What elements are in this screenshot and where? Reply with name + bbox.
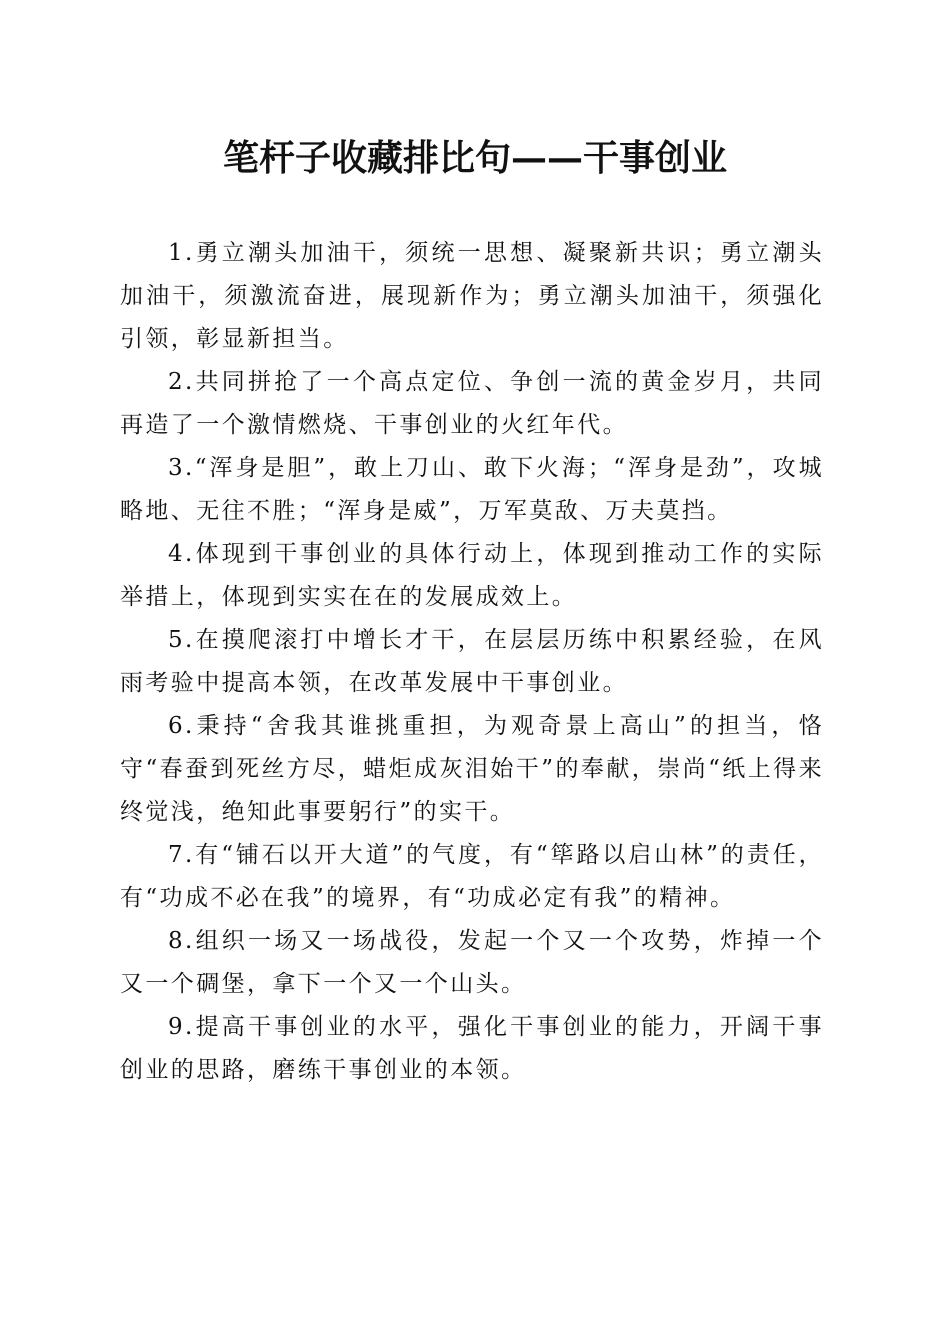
paragraph-4: 4.体现到干事创业的具体行动上，体现到推动工作的实际举措上，体现到实实在在的发展成效上。 [120, 541, 824, 610]
paragraph-2: 2.共同拼抢了一个高点定位、争创一流的黄金岁月，共同再造了一个激情燃烧、干事创业的火红年代。 [120, 369, 824, 438]
paragraph-9: 9.提高干事创业的水平，强化干事创业的能力，开阔干事创业的思路，磨练干事创业的本领。 [120, 1014, 824, 1083]
paragraph-6: 6.秉持“舍我其谁挑重担，为观奇景上高山”的担当，恪守“春蚕到死丝方尽，蜡炬成灰泪始干”的奉献，崇尚“纸上得来终觉浅，绝知此事要躬行”的实干。 [120, 713, 824, 825]
paragraph-3: 3.“浑身是胆”，敢上刀山、敢下火海；“浑身是劲”，攻城略地、无往不胜；“浑身是威”，万军莫敌、万夫莫挡。 [120, 455, 824, 524]
paragraph-7: 7.有“铺石以开大道”的气度，有“筚路以启山林”的责任，有“功成不必在我”的境界，有“功成必定有我”的精神。 [120, 842, 824, 911]
paragraph-1: 1.勇立潮头加油干，须统一思想、凝聚新共识；勇立潮头加油干，须激流奋进，展现新作为；勇立潮头加油干，须强化引领，彰显新担当。 [120, 240, 824, 352]
paragraph-5: 5.在摸爬滚打中增长才干，在层层历练中积累经验，在风雨考验中提高本领，在改革发展中干事创业。 [120, 627, 824, 696]
document-title: 笔杆子收藏排比句——干事创业 [222, 137, 727, 179]
document-body [120, 232, 824, 1092]
paragraph-8: 8.组织一场又一场战役，发起一个又一个攻势，炸掉一个又一个碉堡，拿下一个又一个山头。 [120, 928, 824, 997]
